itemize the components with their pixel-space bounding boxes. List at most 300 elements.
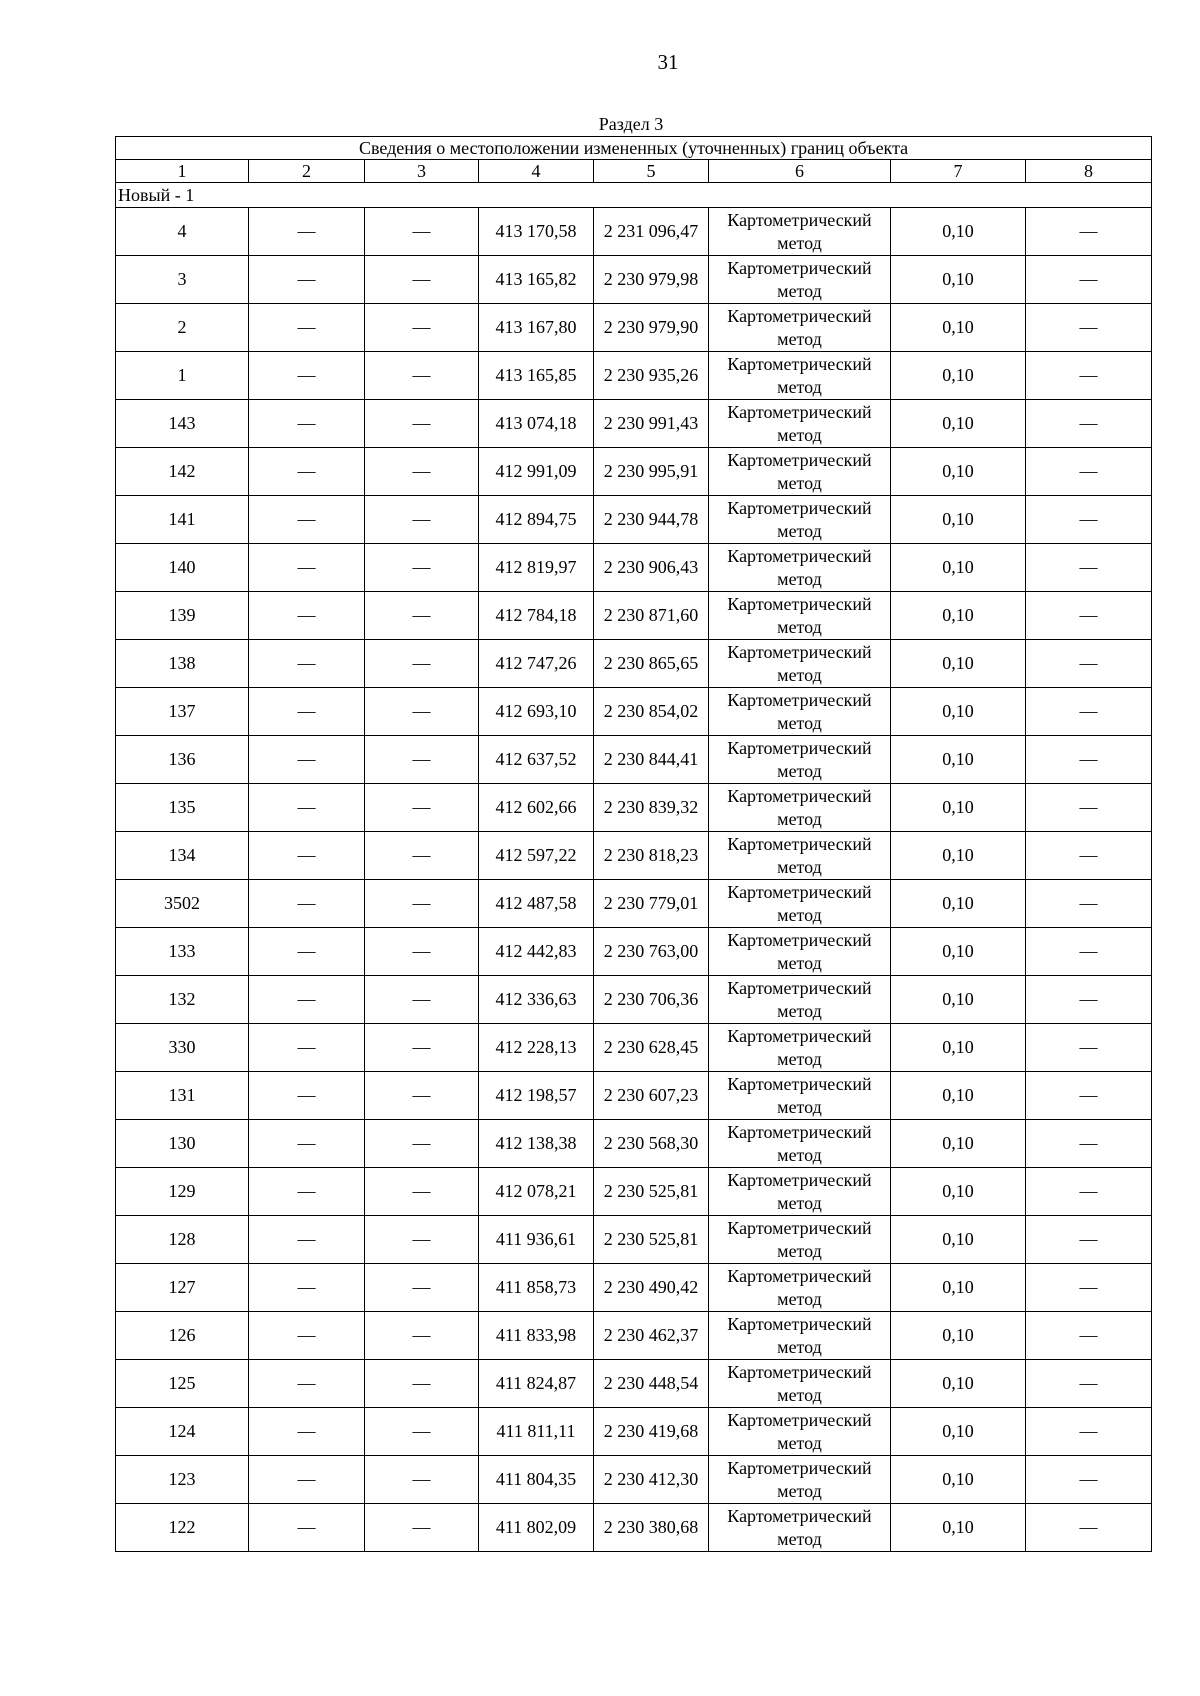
method-line-1: Картометрический xyxy=(727,209,872,230)
point-number-cell: 132 xyxy=(116,976,249,1024)
dash-cell: — xyxy=(249,1264,365,1312)
dash-cell: — xyxy=(365,1312,479,1360)
method-line-2: метод xyxy=(777,1384,822,1405)
method-line-1: Картометрический xyxy=(727,737,872,758)
table-row xyxy=(116,592,1152,640)
method-cell xyxy=(709,352,891,400)
dash-cell: — xyxy=(365,880,479,928)
column-header: 4 xyxy=(479,160,594,183)
dash-cell: — xyxy=(249,304,365,352)
x-coordinate-cell: 412 228,13 xyxy=(479,1024,594,1072)
x-coordinate-cell: 412 637,52 xyxy=(479,736,594,784)
x-coordinate-cell: 412 747,26 xyxy=(479,640,594,688)
x-coordinate-cell: 412 442,83 xyxy=(479,928,594,976)
x-coordinate-cell: 413 165,85 xyxy=(479,352,594,400)
table-row xyxy=(116,1216,1152,1264)
point-number-cell: 133 xyxy=(116,928,249,976)
dash-cell: — xyxy=(249,352,365,400)
method-cell xyxy=(709,1216,891,1264)
point-number-cell: 135 xyxy=(116,784,249,832)
x-coordinate-cell: 412 487,58 xyxy=(479,880,594,928)
accuracy-cell: 0,10 xyxy=(891,928,1026,976)
table-row xyxy=(116,1072,1152,1120)
method-line-1: Картометрический xyxy=(727,1073,872,1094)
x-coordinate-cell: 411 858,73 xyxy=(479,1264,594,1312)
x-coordinate-cell: 413 167,80 xyxy=(479,304,594,352)
table-row xyxy=(116,496,1152,544)
method-line-1: Картометрический xyxy=(727,1265,872,1286)
point-number-cell: 131 xyxy=(116,1072,249,1120)
x-coordinate-cell: 412 198,57 xyxy=(479,1072,594,1120)
point-number-cell: 139 xyxy=(116,592,249,640)
dash-cell: — xyxy=(365,1456,479,1504)
method-cell xyxy=(709,832,891,880)
method-line-1: Картометрический xyxy=(727,977,872,998)
dash-cell: — xyxy=(365,976,479,1024)
method-cell xyxy=(709,544,891,592)
method-cell xyxy=(709,1264,891,1312)
x-coordinate-cell: 412 693,10 xyxy=(479,688,594,736)
dash-cell: — xyxy=(365,448,479,496)
method-line-1: Картометрический xyxy=(727,305,872,326)
x-coordinate-cell: 411 802,09 xyxy=(479,1504,594,1552)
page-number: 31 xyxy=(657,50,679,74)
method-cell xyxy=(709,448,891,496)
dash-cell: — xyxy=(365,928,479,976)
method-line-2: метод xyxy=(777,424,822,445)
method-line-1: Картометрический xyxy=(727,833,872,854)
x-coordinate-cell: 411 833,98 xyxy=(479,1312,594,1360)
point-number-cell: 134 xyxy=(116,832,249,880)
x-coordinate-cell: 412 819,97 xyxy=(479,544,594,592)
dash-cell: — xyxy=(1026,880,1152,928)
table-row xyxy=(116,832,1152,880)
dash-cell: — xyxy=(365,1264,479,1312)
method-cell xyxy=(709,496,891,544)
method-line-2: метод xyxy=(777,328,822,349)
accuracy-cell: 0,10 xyxy=(891,1120,1026,1168)
dash-cell: — xyxy=(249,928,365,976)
method-line-2: метод xyxy=(777,712,822,733)
method-cell xyxy=(709,304,891,352)
method-line-1: Картометрический xyxy=(727,1169,872,1190)
y-coordinate-cell: 2 230 839,32 xyxy=(594,784,709,832)
dash-cell: — xyxy=(365,1072,479,1120)
dash-cell: — xyxy=(365,544,479,592)
y-coordinate-cell: 2 230 628,45 xyxy=(594,1024,709,1072)
method-line-1: Картометрический xyxy=(727,593,872,614)
method-line-2: метод xyxy=(777,472,822,493)
method-line-2: метод xyxy=(777,808,822,829)
y-coordinate-cell: 2 230 448,54 xyxy=(594,1360,709,1408)
point-number-cell: 130 xyxy=(116,1120,249,1168)
dash-cell: — xyxy=(249,1024,365,1072)
dash-cell: — xyxy=(249,736,365,784)
x-coordinate-cell: 412 784,18 xyxy=(479,592,594,640)
method-line-2: метод xyxy=(777,568,822,589)
accuracy-cell: 0,10 xyxy=(891,688,1026,736)
point-number-cell: 138 xyxy=(116,640,249,688)
column-header: 7 xyxy=(891,160,1026,183)
dash-cell: — xyxy=(1026,544,1152,592)
dash-cell: — xyxy=(249,1456,365,1504)
method-line-1: Картометрический xyxy=(727,1409,872,1430)
accuracy-cell: 0,10 xyxy=(891,256,1026,304)
point-number-cell: 123 xyxy=(116,1456,249,1504)
dash-cell: — xyxy=(1026,1264,1152,1312)
dash-cell: — xyxy=(365,1216,479,1264)
y-coordinate-cell: 2 230 991,43 xyxy=(594,400,709,448)
dash-cell: — xyxy=(365,496,479,544)
point-number-cell: 129 xyxy=(116,1168,249,1216)
dash-cell: — xyxy=(1026,736,1152,784)
method-line-1: Картометрический xyxy=(727,497,872,518)
method-line-1: Картометрический xyxy=(727,785,872,806)
dash-cell: — xyxy=(1026,832,1152,880)
y-coordinate-cell: 2 230 706,36 xyxy=(594,976,709,1024)
method-line-1: Картометрический xyxy=(727,1361,872,1382)
accuracy-cell: 0,10 xyxy=(891,448,1026,496)
method-cell xyxy=(709,1312,891,1360)
method-cell xyxy=(709,1024,891,1072)
table-row xyxy=(116,448,1152,496)
method-cell xyxy=(709,640,891,688)
accuracy-cell: 0,10 xyxy=(891,1168,1026,1216)
x-coordinate-cell: 413 074,18 xyxy=(479,400,594,448)
table-row xyxy=(116,1456,1152,1504)
method-line-1: Картометрический xyxy=(727,545,872,566)
method-line-2: метод xyxy=(777,1480,822,1501)
dash-cell: — xyxy=(365,592,479,640)
method-cell xyxy=(709,1408,891,1456)
method-cell xyxy=(709,400,891,448)
y-coordinate-cell: 2 230 419,68 xyxy=(594,1408,709,1456)
y-coordinate-cell: 2 230 380,68 xyxy=(594,1504,709,1552)
table-row xyxy=(116,928,1152,976)
dash-cell: — xyxy=(365,832,479,880)
dash-cell: — xyxy=(1026,640,1152,688)
point-number-cell: 124 xyxy=(116,1408,249,1456)
dash-cell: — xyxy=(249,1216,365,1264)
method-line-1: Картометрический xyxy=(727,689,872,710)
dash-cell: — xyxy=(365,1024,479,1072)
x-coordinate-cell: 411 804,35 xyxy=(479,1456,594,1504)
dash-cell: — xyxy=(249,1504,365,1552)
y-coordinate-cell: 2 230 779,01 xyxy=(594,880,709,928)
dash-cell: — xyxy=(1026,1072,1152,1120)
y-coordinate-cell: 2 230 525,81 xyxy=(594,1168,709,1216)
point-number-cell: 2 xyxy=(116,304,249,352)
column-header-row xyxy=(116,160,1152,183)
point-number-cell: 4 xyxy=(116,208,249,256)
dash-cell: — xyxy=(249,784,365,832)
method-line-2: метод xyxy=(777,1432,822,1453)
dash-cell: — xyxy=(249,592,365,640)
point-number-cell: 3502 xyxy=(116,880,249,928)
y-coordinate-cell: 2 231 096,47 xyxy=(594,208,709,256)
x-coordinate-cell: 411 936,61 xyxy=(479,1216,594,1264)
table-row xyxy=(116,352,1152,400)
boundary-table xyxy=(115,136,1152,1552)
method-cell xyxy=(709,880,891,928)
method-line-2: метод xyxy=(777,856,822,877)
method-line-1: Картометрический xyxy=(727,1121,872,1142)
method-line-1: Картометрический xyxy=(727,1313,872,1334)
accuracy-cell: 0,10 xyxy=(891,1024,1026,1072)
y-coordinate-cell: 2 230 763,00 xyxy=(594,928,709,976)
y-coordinate-cell: 2 230 871,60 xyxy=(594,592,709,640)
point-number-cell: 127 xyxy=(116,1264,249,1312)
table-row xyxy=(116,1360,1152,1408)
y-coordinate-cell: 2 230 979,98 xyxy=(594,256,709,304)
dash-cell: — xyxy=(249,1360,365,1408)
method-line-2: метод xyxy=(777,1096,822,1117)
table-caption: Сведения о местоположении измененных (уточненных) границ объекта xyxy=(116,137,1152,160)
method-line-1: Картометрический xyxy=(727,353,872,374)
dash-cell: — xyxy=(365,1504,479,1552)
x-coordinate-cell: 412 894,75 xyxy=(479,496,594,544)
dash-cell: — xyxy=(249,1120,365,1168)
method-line-1: Картометрический xyxy=(727,1505,872,1526)
accuracy-cell: 0,10 xyxy=(891,400,1026,448)
column-header: 2 xyxy=(249,160,365,183)
point-number-cell: 126 xyxy=(116,1312,249,1360)
group-row xyxy=(116,183,1152,208)
dash-cell: — xyxy=(365,1360,479,1408)
dash-cell: — xyxy=(365,400,479,448)
table-row xyxy=(116,304,1152,352)
dash-cell: — xyxy=(1026,1408,1152,1456)
accuracy-cell: 0,10 xyxy=(891,1504,1026,1552)
dash-cell: — xyxy=(1026,928,1152,976)
y-coordinate-cell: 2 230 568,30 xyxy=(594,1120,709,1168)
method-line-2: метод xyxy=(777,1000,822,1021)
column-header: 3 xyxy=(365,160,479,183)
dash-cell: — xyxy=(1026,1504,1152,1552)
dash-cell: — xyxy=(365,736,479,784)
dash-cell: — xyxy=(249,448,365,496)
dash-cell: — xyxy=(249,832,365,880)
point-number-cell: 1 xyxy=(116,352,249,400)
table-row xyxy=(116,544,1152,592)
method-line-1: Картометрический xyxy=(727,881,872,902)
table-row xyxy=(116,736,1152,784)
dash-cell: — xyxy=(365,1408,479,1456)
dash-cell: — xyxy=(1026,1456,1152,1504)
point-number-cell: 128 xyxy=(116,1216,249,1264)
y-coordinate-cell: 2 230 525,81 xyxy=(594,1216,709,1264)
accuracy-cell: 0,10 xyxy=(891,496,1026,544)
accuracy-cell: 0,10 xyxy=(891,1456,1026,1504)
point-number-cell: 142 xyxy=(116,448,249,496)
table-row xyxy=(116,256,1152,304)
dash-cell: — xyxy=(1026,1120,1152,1168)
method-line-2: метод xyxy=(777,280,822,301)
method-line-1: Картометрический xyxy=(727,449,872,470)
table-row xyxy=(116,1504,1152,1552)
method-cell xyxy=(709,1504,891,1552)
x-coordinate-cell: 412 078,21 xyxy=(479,1168,594,1216)
table-row xyxy=(116,208,1152,256)
accuracy-cell: 0,10 xyxy=(891,208,1026,256)
method-line-1: Картометрический xyxy=(727,257,872,278)
y-coordinate-cell: 2 230 865,65 xyxy=(594,640,709,688)
method-cell xyxy=(709,1072,891,1120)
dash-cell: — xyxy=(365,352,479,400)
table-row xyxy=(116,400,1152,448)
accuracy-cell: 0,10 xyxy=(891,352,1026,400)
table-row xyxy=(116,880,1152,928)
column-header: 6 xyxy=(709,160,891,183)
method-cell xyxy=(709,256,891,304)
x-coordinate-cell: 412 597,22 xyxy=(479,832,594,880)
y-coordinate-cell: 2 230 490,42 xyxy=(594,1264,709,1312)
y-coordinate-cell: 2 230 979,90 xyxy=(594,304,709,352)
y-coordinate-cell: 2 230 935,26 xyxy=(594,352,709,400)
dash-cell: — xyxy=(365,1168,479,1216)
method-cell xyxy=(709,928,891,976)
y-coordinate-cell: 2 230 906,43 xyxy=(594,544,709,592)
method-line-2: метод xyxy=(777,1144,822,1165)
table-row xyxy=(116,1264,1152,1312)
x-coordinate-cell: 412 336,63 xyxy=(479,976,594,1024)
column-header: 1 xyxy=(116,160,249,183)
dash-cell: — xyxy=(1026,256,1152,304)
dash-cell: — xyxy=(365,208,479,256)
dash-cell: — xyxy=(365,304,479,352)
method-line-2: метод xyxy=(777,760,822,781)
dash-cell: — xyxy=(365,784,479,832)
method-line-2: метод xyxy=(777,232,822,253)
point-number-cell: 122 xyxy=(116,1504,249,1552)
dash-cell: — xyxy=(1026,784,1152,832)
method-line-2: метод xyxy=(777,616,822,637)
point-number-cell: 3 xyxy=(116,256,249,304)
point-number-cell: 141 xyxy=(116,496,249,544)
accuracy-cell: 0,10 xyxy=(891,304,1026,352)
dash-cell: — xyxy=(1026,592,1152,640)
method-line-1: Картометрический xyxy=(727,1457,872,1478)
point-number-cell: 143 xyxy=(116,400,249,448)
dash-cell: — xyxy=(249,400,365,448)
dash-cell: — xyxy=(365,256,479,304)
dash-cell: — xyxy=(1026,352,1152,400)
accuracy-cell: 0,10 xyxy=(891,976,1026,1024)
x-coordinate-cell: 412 991,09 xyxy=(479,448,594,496)
dash-cell: — xyxy=(1026,1024,1152,1072)
x-coordinate-cell: 411 824,87 xyxy=(479,1360,594,1408)
dash-cell: — xyxy=(249,1408,365,1456)
method-line-1: Картометрический xyxy=(727,1217,872,1238)
table-row xyxy=(116,976,1152,1024)
table-row xyxy=(116,1408,1152,1456)
dash-cell: — xyxy=(1026,208,1152,256)
dash-cell: — xyxy=(249,496,365,544)
dash-cell: — xyxy=(1026,496,1152,544)
accuracy-cell: 0,10 xyxy=(891,1072,1026,1120)
method-cell xyxy=(709,208,891,256)
table-row xyxy=(116,1312,1152,1360)
accuracy-cell: 0,10 xyxy=(891,640,1026,688)
dash-cell: — xyxy=(1026,1168,1152,1216)
group-label: Новый - 1 xyxy=(116,183,1152,208)
dash-cell: — xyxy=(249,1168,365,1216)
y-coordinate-cell: 2 230 854,02 xyxy=(594,688,709,736)
accuracy-cell: 0,10 xyxy=(891,592,1026,640)
method-line-2: метод xyxy=(777,952,822,973)
dash-cell: — xyxy=(249,256,365,304)
section-title: Раздел 3 xyxy=(598,114,664,134)
dash-cell: — xyxy=(365,688,479,736)
dash-cell: — xyxy=(249,1312,365,1360)
dash-cell: — xyxy=(249,976,365,1024)
point-number-cell: 137 xyxy=(116,688,249,736)
table-row xyxy=(116,1120,1152,1168)
accuracy-cell: 0,10 xyxy=(891,784,1026,832)
point-number-cell: 136 xyxy=(116,736,249,784)
method-line-2: метод xyxy=(777,664,822,685)
y-coordinate-cell: 2 230 412,30 xyxy=(594,1456,709,1504)
accuracy-cell: 0,10 xyxy=(891,736,1026,784)
dash-cell: — xyxy=(365,640,479,688)
accuracy-cell: 0,10 xyxy=(891,832,1026,880)
y-coordinate-cell: 2 230 995,91 xyxy=(594,448,709,496)
y-coordinate-cell: 2 230 462,37 xyxy=(594,1312,709,1360)
table-row xyxy=(116,784,1152,832)
accuracy-cell: 0,10 xyxy=(891,544,1026,592)
accuracy-cell: 0,10 xyxy=(891,1408,1026,1456)
method-line-1: Картометрический xyxy=(727,929,872,950)
method-cell xyxy=(709,976,891,1024)
method-cell xyxy=(709,784,891,832)
point-number-cell: 330 xyxy=(116,1024,249,1072)
dash-cell: — xyxy=(1026,304,1152,352)
dash-cell: — xyxy=(249,208,365,256)
dash-cell: — xyxy=(1026,1312,1152,1360)
method-line-2: метод xyxy=(777,1192,822,1213)
method-cell xyxy=(709,592,891,640)
method-line-2: метод xyxy=(777,520,822,541)
method-cell xyxy=(709,1456,891,1504)
dash-cell: — xyxy=(1026,688,1152,736)
table-row xyxy=(116,1024,1152,1072)
dash-cell: — xyxy=(249,688,365,736)
table-caption-row xyxy=(116,137,1152,160)
method-line-1: Картометрический xyxy=(727,641,872,662)
table-row xyxy=(116,640,1152,688)
point-number-cell: 125 xyxy=(116,1360,249,1408)
accuracy-cell: 0,10 xyxy=(891,1264,1026,1312)
method-cell xyxy=(709,1120,891,1168)
dash-cell: — xyxy=(249,640,365,688)
x-coordinate-cell: 413 165,82 xyxy=(479,256,594,304)
point-number-cell: 140 xyxy=(116,544,249,592)
dash-cell: — xyxy=(365,1120,479,1168)
method-line-2: метод xyxy=(777,1288,822,1309)
method-line-1: Картометрический xyxy=(727,1025,872,1046)
column-header: 8 xyxy=(1026,160,1152,183)
y-coordinate-cell: 2 230 844,41 xyxy=(594,736,709,784)
dash-cell: — xyxy=(249,880,365,928)
y-coordinate-cell: 2 230 607,23 xyxy=(594,1072,709,1120)
method-cell xyxy=(709,1168,891,1216)
table-row xyxy=(116,1168,1152,1216)
dash-cell: — xyxy=(1026,1360,1152,1408)
method-line-2: метод xyxy=(777,1048,822,1069)
method-cell xyxy=(709,688,891,736)
x-coordinate-cell: 412 138,38 xyxy=(479,1120,594,1168)
dash-cell: — xyxy=(1026,448,1152,496)
